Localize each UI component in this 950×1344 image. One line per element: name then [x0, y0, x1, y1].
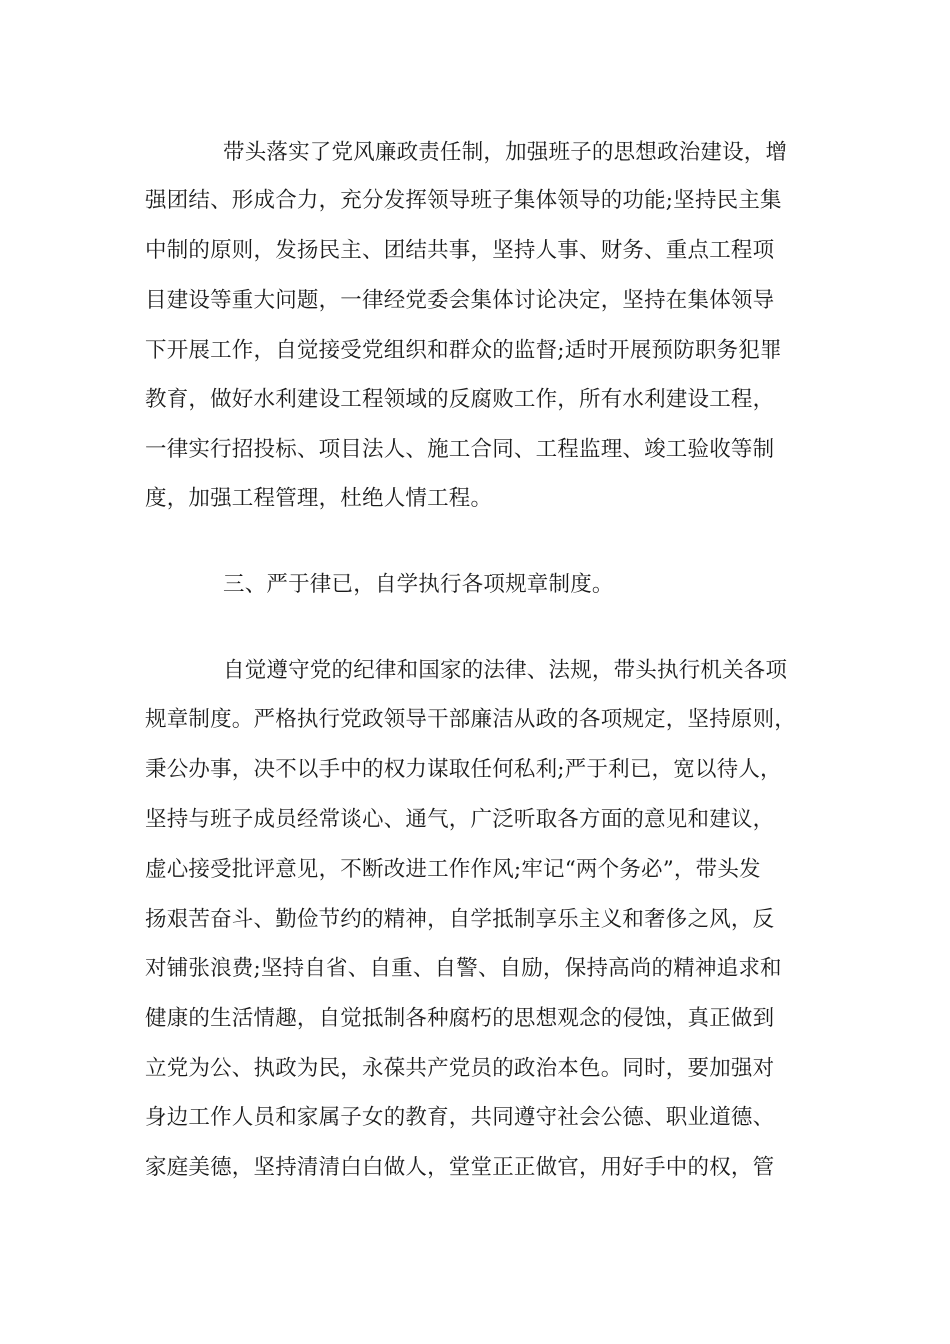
paragraph-1-line-7: 一律实行招投标、项目法人、施工合同、工程监理、竣工验收等制: [145, 437, 775, 462]
paragraph-3-line-1: 自觉遵守党的纪律和国家的法律、法规，带头执行机关各项: [223, 658, 788, 683]
paragraph-3-line-10: 身边工作人员和家属子女的教育，共同遵守社会公德、职业道德、: [145, 1105, 775, 1130]
paragraph-3-line-6: 扬艰苦奋斗、勤俭节约的精神，自学抵制享乐主义和奢侈之风，反: [145, 907, 775, 932]
paragraph-3-line-4: 坚持与班子成员经常谈心、通气，广泛听取各方面的意见和建议，: [145, 807, 775, 832]
paragraph-1-line-6: 教育，做好水利建设工程领域的反腐败工作，所有水利建设工程，: [145, 387, 775, 412]
paragraph-1-line-4: 目建设等重大问题，一律经党委会集体讨论决定，坚持在集体领导: [145, 288, 775, 313]
section-heading: 三、严于律已，自学执行各项规章制度。: [223, 572, 614, 597]
paragraph-3-line-7: 对铺张浪费;坚持自省、自重、自警、自励，保持高尚的精神追求和: [145, 956, 782, 981]
paragraph-1-line-5: 下开展工作，自觉接受党组织和群众的监督;适时开展预防职务犯罪: [145, 338, 782, 363]
paragraph-1-line-1: 带头落实了党风廉政责任制，加强班子的思想政治建设，增: [223, 140, 788, 165]
paragraph-3-line-8: 健康的生活情趣，自觉抵制各种腐朽的思想观念的侵蚀，真正做到: [145, 1006, 775, 1031]
paragraph-3-line-2: 规章制度。严格执行党政领导干部廉洁从政的各项规定，坚持原则，: [145, 707, 797, 732]
paragraph-1-line-2: 强团结、形成合力，充分发挥领导班子集体领导的功能;坚持民主集: [145, 188, 782, 213]
paragraph-3-line-9: 立党为公、执政为民，永葆共产党员的政治本色。同时，要加强对: [145, 1056, 775, 1081]
paragraph-1-line-8: 度，加强工程管理，杜绝人情工程。: [145, 486, 493, 511]
paragraph-3-line-5: 虚心接受批评意见，不断改进工作作风;牢记“两个务必”，带头发: [145, 857, 761, 882]
paragraph-3-line-3: 秉公办事，决不以手中的权力谋取任何私利;严于利已，宽以待人，: [145, 757, 782, 782]
paragraph-1-line-3: 中制的原则，发扬民主、团结共事，坚持人事、财务、重点工程项: [145, 238, 775, 263]
paragraph-3-line-11: 家庭美德，坚持清清白白做人，堂堂正正做官，用好手中的权，管: [145, 1155, 775, 1180]
